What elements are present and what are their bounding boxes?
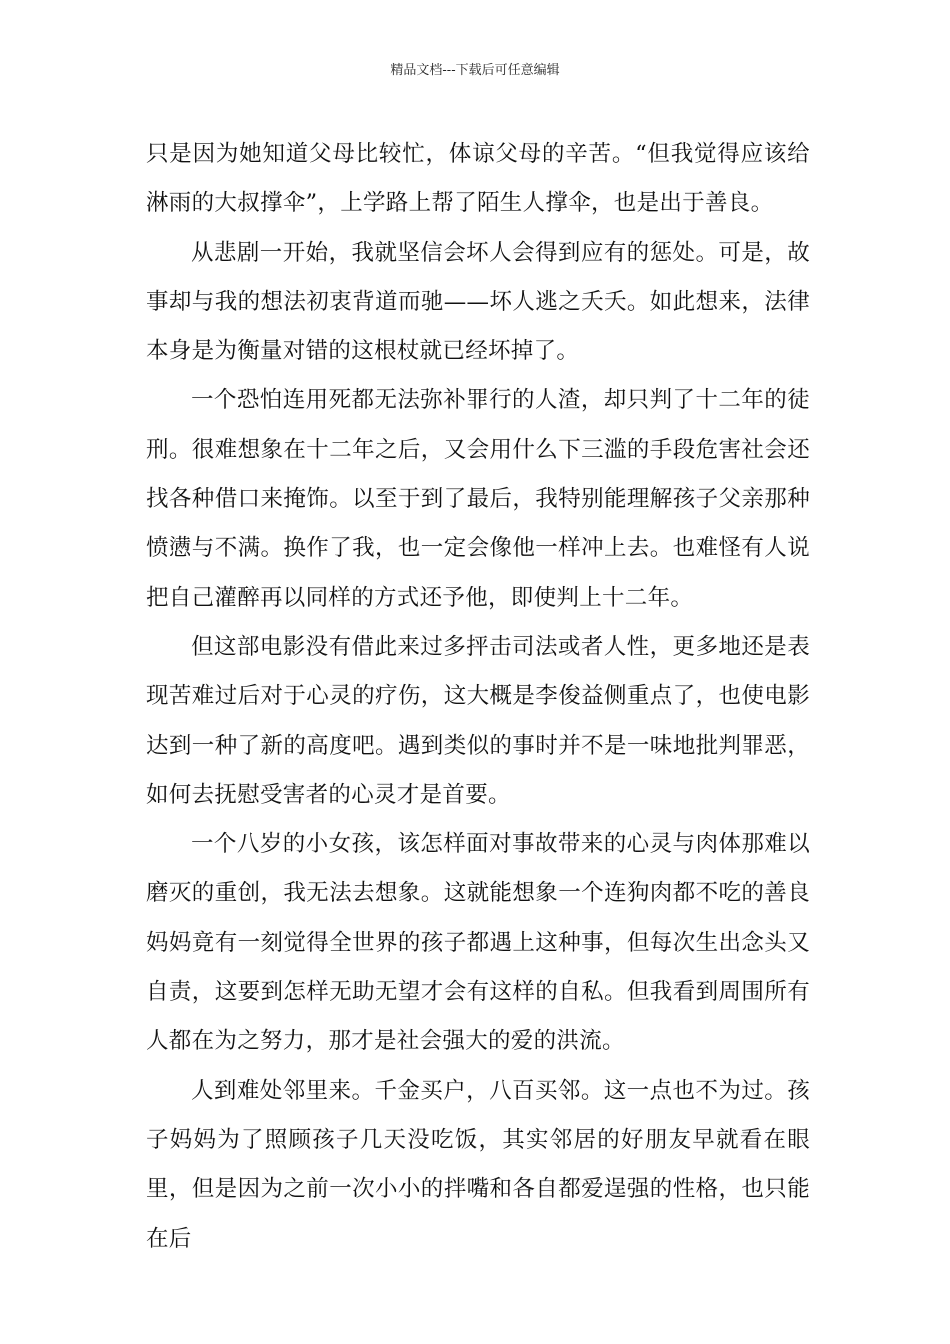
paragraph-1: 只是因为她知道父母比较忙，体谅父母的辛苦。“但我觉得应该给淋雨的大叔撑伞”，上学路上帮了陌生人撑伞，也是出于善良。 xyxy=(146,141,810,217)
paragraph-4: 但这部电影没有借此来过多抨击司法或者人性，更多地还是表现苦难过后对于心灵的疗伤，这大概是李俊益侧重点了，也使电影达到一种了新的高度吧。遇到类似的事时并不是一味地批判罪恶，如何去抚慰受害者的心灵才是首要。 xyxy=(146,633,810,808)
paragraph-2: 从悲剧一开始，我就坚信会坏人会得到应有的惩处。可是，故事却与我的想法初衷背道而驰——坏人逃之夭夭。如此想来，法律本身是为衡量对错的这根杖就已经坏掉了。 xyxy=(146,239,810,365)
paragraph-3: 一个恐怕连用死都无法弥补罪行的人渣，却只判了十二年的徒刑。很难想象在十二年之后，又会用什么下三滥的手段危害社会还找各种借口来掩饰。以至于到了最后，我特别能理解孩子父亲那种愤懑与不满。换作了我，也一定会像他一样冲上去。也难怪有人说把自己灌醉再以同样的方式还予他，即使判上十二年。 xyxy=(146,387,810,611)
paragraph-5: 一个八岁的小女孩，该怎样面对事故带来的心灵与肉体那难以磨灭的重创，我无法去想象。这就能想象一个连狗肉都不吃的善良妈妈竟有一刻觉得全世界的孩子都遇上这种事，但每次生出念头又自责，这要到怎样无助无望才会有这样的自私。但我看到周围所有人都在为之努力，那才是社会强大的爱的洪流。 xyxy=(146,831,810,1055)
page-header: 精品文档---下载后可任意编辑 xyxy=(390,63,560,78)
paragraph-6: 人到难处邻里来。千金买户，八百买邻。这一点也不为过。孩子妈妈为了照顾孩子几天没吃饭，其实邻居的好朋友早就看在眼里，但是因为之前一次小小的拌嘴和各自都爱逞强的性格，也只能在后 xyxy=(146,1077,810,1252)
document-body xyxy=(146,130,810,1264)
